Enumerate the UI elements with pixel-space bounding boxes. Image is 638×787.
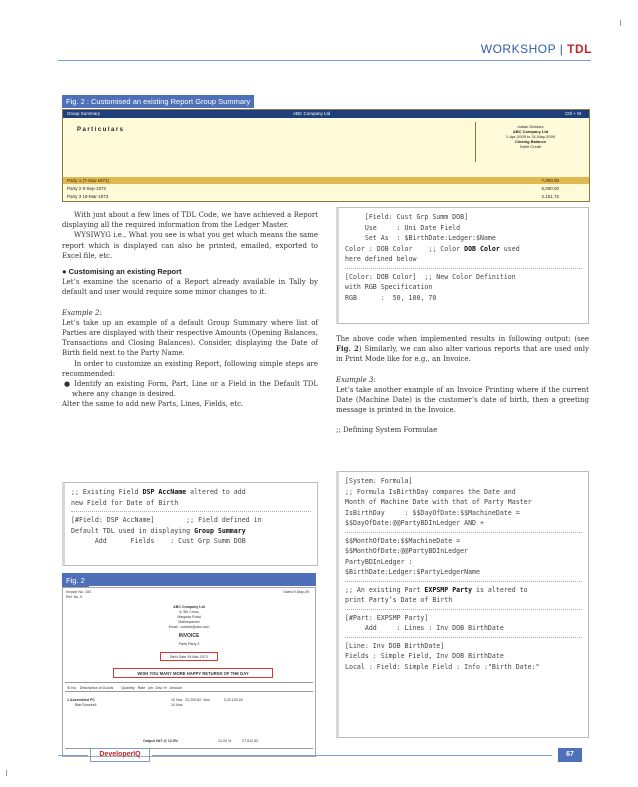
invoice-greeting: WISH YOU MANY MORE HAPPY RETURNS OF THE DAY [137,671,249,676]
footer-logo: DeveloperIQ [90,748,150,762]
tally-row-value: 5,000.00 [541,186,559,191]
tally-row-value: 7,000.00 [541,178,559,183]
tally-title-bar [63,110,589,118]
invoice-output-vat: Output VAT @ 12.5% [143,739,179,743]
code-separator [345,637,582,638]
code-line: Month of Machine Date with that of Party Master [345,498,532,506]
code-separator [345,532,582,533]
tally-company-title: ABC Company Ltd [293,111,331,116]
crop-mark [620,20,621,26]
code-separator [345,609,582,610]
invoice-output-values: 12.03 % 27,512.52 [218,739,259,743]
code-line: new Field for Date of Birth [71,498,179,507]
fig1-caption-box [62,95,282,107]
header-divider [58,60,591,61]
code-line: $$MonthOfDate:@@PartyBDInLedger [345,547,469,555]
code-line: $$MonthOfDate:$$MachineDate = [345,536,461,545]
code-line: with RGB Specification [345,283,433,291]
invoice-title: INVOICE [178,633,200,639]
crop-mark [6,770,7,776]
tally-header-line: ABC Company Ltd [512,129,549,134]
greeting-highlight [113,668,273,678]
code-line: Fields : Simple Field, Inv DOB BirthDate [345,652,504,660]
code-line: Add Fields : Cust Grp Summ DOB [71,537,246,545]
code-separator [345,268,582,269]
right-column-text [336,334,589,436]
code-line: Local : Field: Simple Field : Info :"Birth Date:" [345,662,540,671]
code-line: ;; An existing Part EXPSMP Party is altered to [345,585,528,594]
code-line: IsBirthDay : $$DayOfDate:$$MachineDate = [345,508,520,517]
invoice-company-line: 5, 9th Cross [179,610,199,614]
header-section: WORKSHOP | [480,42,568,56]
footer-divider [152,755,552,756]
invoice-party: Party Party 3 [178,642,200,646]
section-heading: ● Customising an existing Report [62,267,182,277]
paragraph: Let’s take up an example of a default Group Summary where list of Parties are displayed with their respective Amounts (Opening Balances, Transactions and Closing Balances). Consider, displaying the Date of Birth field next to the Party Name. [62,318,318,358]
bullet-text: Identify an existing Form, Part, Line or a Field in the Default TDL where any change is desired. [72,380,318,399]
left-column-text [62,210,318,410]
code-line: PartyBDInLedger : [345,557,413,566]
code-line: ;; Existing Field DSP AccName altered to add [71,488,246,496]
code-line: here defined below [345,255,417,263]
code-line: Add : Lines : Inv DOB BirthDate [345,624,504,632]
invoice-table-header [65,682,313,692]
paragraph: ;; Defining System Formulae [336,426,438,435]
code-separator [345,581,582,582]
invoice-no: Invoice No. 100 [66,590,91,594]
paragraph: Let’s examine the scenario of a Report already available in Tally by default and user would require some minor changes to it. [62,278,318,297]
tally-header-line: Closing Balance [514,139,547,144]
tally-right-header [475,122,585,162]
code-line: print Party’s Date of Birth [345,596,453,604]
code-separator [71,511,311,512]
code-line: RGB : 50, 100, 70 [345,293,437,302]
example-label: Example 3: [336,375,376,384]
code-line: [Field: Cust Grp Summ DOB] [345,213,469,221]
code-line: [Color: DOB Color] ;; New Color Definition [345,272,516,281]
tally-row [63,185,589,192]
code-line: Use : Uni Date Field [345,223,461,232]
tally-row [63,177,589,184]
fig1-caption: Fig. 2 : Customised an existing Report Group Summary [62,95,254,108]
birth-date-highlight [160,652,218,661]
paragraph: The above code when implemented results in following output: (see Fig. 2) Similarly, we can also alter various reports that are used only in Print Mode like for e.g., an Invoice. [336,335,589,364]
invoice-company: ABC Company Ltd [173,605,205,609]
fig1-group-summary-screenshot [62,109,590,202]
tally-particulars: Particulars [77,127,125,133]
code-line: [Line: Inv DOB BirthDate] [345,641,445,650]
invoice-company-line: Email : contact@abc.com [168,625,210,629]
fig2-caption: Fig. 2 [62,573,89,588]
invoice-ref: Ref. No. 9 [66,595,83,599]
code-line: [System: Formula] [345,477,413,485]
code-block-2 [336,207,589,324]
page-header [481,42,592,56]
code-block-3 [336,471,589,738]
paragraph: In order to customize an existing Report, following simple steps are recommended: [62,359,318,378]
code-line: $$DayOfDate:@@PartyBDInLedger AND + [345,519,484,527]
invoice-date: Dated 9-May-09 [283,590,309,594]
paragraph: Let’s take another example of an Invoice Printing where if the current Date (Machine Date) is the customer’s date of birth, then a greeting message is printed in the Invoice. [336,385,589,415]
code-line: Default TDL used in displaying Group Summary [71,526,246,535]
code-line: [#Part: EXPSMP Party] [345,613,429,622]
code-line: ;; Formula IsBirthDay compares the Date and [345,487,516,496]
tally-window-title: Group Summary [67,111,101,116]
footer-divider [58,755,88,756]
example-label: Example 2: [62,308,102,317]
tally-row-name: Party 2 8-Sep-1972 [67,186,107,191]
code-line: $BirthDate:Ledger:$PartyLedgerName [345,568,480,576]
code-line: [#Field: DSP AccName] ;; Field defined in [71,516,262,524]
paragraph: With just about a few lines of TDL Code, we have achieved a Report displaying all the required information from the Ledger Master. [62,211,318,230]
tally-row-name: Party 3 19-Mar-1973 [67,194,109,199]
invoice-company-line: Margosa Road [177,615,201,619]
paragraph: Alter the same to add new Parts, Lines, Fields, etc. [62,400,244,409]
page-number: 67 [558,748,582,762]
section-heading-text: Customising an existing Report [68,267,182,277]
invoice-company-line: Malleswaram [178,620,200,624]
invoice-item-values: 10 Nos [171,703,183,707]
tally-row-name: Party 1 (7-Sep-1971) [67,178,110,183]
invoice-columns: Sl No. Description of Goods Quantity Rate per Disc % Amount [67,686,182,690]
invoice-item: Batt Rosebell [75,703,97,707]
invoice-item: 1 Assembled PC [67,698,96,702]
tally-ctrl: Ctrl + M [565,111,581,116]
invoice-item-values: 10 Nos 22,200.82 Nos 2,20,100.20 [171,698,243,702]
code-line: Set As : $BirthDate:Ledger:$Name [345,234,496,242]
tally-header-line: Indian Debtors [517,124,544,129]
tally-header-line: 1-Apr-2009 to 31-May-2009 [505,134,556,139]
fig2-invoice-screenshot [62,587,316,757]
tally-row [63,193,589,200]
tally-header-line: Debit Credit [519,144,542,149]
fig2-caption-box [62,573,316,586]
header-brand: TDL [567,42,592,56]
paragraph: WYSIWYG i.e., What you see is what you get which means the same report which is displayed can also be printed, emailed, exported to Excel file, etc. [62,231,318,260]
tally-row-value: 2,161.72 [541,194,559,199]
invoice-birth-date: Birth Date 19-Mar-1973 [170,655,208,659]
code-line: Color : DOB Color ;; Color DOB Color used [345,244,520,253]
bullet-item: ● Identify an existing Form, Part, Line or a Field in the Default TDL where any change is desired. [64,380,318,399]
code-block-1 [62,482,318,566]
